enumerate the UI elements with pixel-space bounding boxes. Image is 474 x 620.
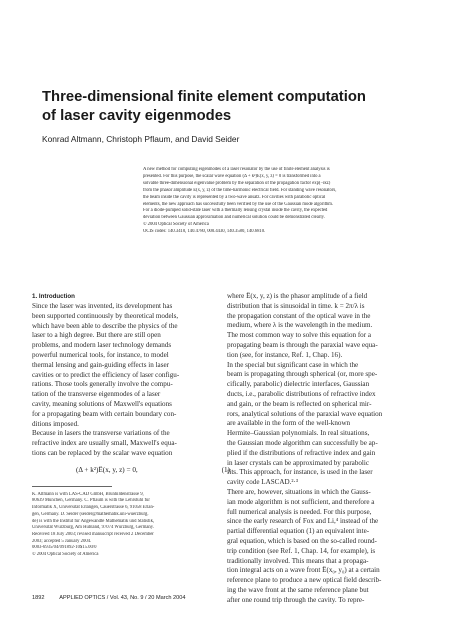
title-line: Three-dimensional finite element computation: [42, 89, 366, 105]
abstract-line: solvable three-dimensional eigenvalue problem by the separation of the propagation factor exp(−ikz): [143, 180, 331, 186]
text-line: which have been able to describe the physics of the: [32, 321, 178, 330]
text-line: laser to a high degree. But there are still open: [32, 331, 161, 340]
right-paragraphs: [227, 292, 437, 606]
text-line: partial differential equation (1) an equivalent inte-: [227, 527, 370, 536]
ocis-codes: OCIS codes: 140.3410, 140.4780, 000.4430, 140.3580, 140.6810.: [143, 229, 266, 235]
text-line: and gain, or the beam is reflected on spherical mir-: [227, 399, 372, 408]
footnote-line: 80639 München, Germany. C. Pflaum is with the Lehrstuhl für: [32, 498, 150, 504]
text-line: since the early research of Fox and Li,⁴ instead of the: [227, 517, 379, 526]
text-line: trip condition (see Ref. 1, Chap. 14, for example), is: [227, 546, 376, 555]
page-number: 1892: [32, 595, 45, 601]
left-column: [32, 292, 230, 559]
text-line: the Gaussian mode algorithm can successfully be ap-: [227, 438, 378, 447]
footnote-line: gen, Germany. D. Seider (seider@mathematik.uni-wuerzburg.: [32, 511, 149, 517]
text-line: ditions imposed.: [32, 419, 79, 428]
text-line: In the special but significant case in which the: [227, 360, 359, 369]
text-line: for a propagating beam with certain boundary con-: [32, 409, 177, 418]
author-list: Konrad Altmann, Christoph Pflaum, and David Seider: [42, 134, 240, 144]
abstract-line: A new method for computing eigenmodes of a laser resonator by the use of finite element analysis is: [143, 167, 330, 172]
article-title: [42, 88, 442, 126]
abstract-line: from the phasor amplitude Ê(x, y, z) of the time-harmonic electrical field. For standing wave resonators,: [143, 187, 337, 193]
text-line: full numerical analysis is needed. For this purpose,: [227, 507, 372, 516]
footnote-line: 2003; accepted 5 January 2004.: [32, 538, 92, 544]
footnote-line: Informatik X, Universität Erlangen, Cauerstrasse 6, 91058 Erlan-: [32, 505, 155, 511]
journal-citation: APPLIED OPTICS / Vol. 43, No. 9 / 20 March 2004: [59, 595, 186, 601]
text-line: powerful numerical tools, for instance, to model: [32, 350, 169, 359]
section-heading: 1. Introduction: [32, 293, 75, 300]
text-line: in laser crystals can be approximated by parabolic: [227, 458, 370, 467]
text-line: where Ê(x, y, z) is the phasor amplitude of a field: [227, 292, 368, 300]
text-line: ian mode algorithm is not sufficient, and therefore a: [227, 497, 375, 506]
text-line: cavities or to predict the efficiency of laser configu-: [32, 370, 180, 379]
text-line: the propagation constant of the optical wave in the: [227, 311, 371, 320]
text-line: Hermite–Gaussian polynomials. In real situations,: [227, 429, 370, 438]
text-line: are available in the form of the well-known: [227, 419, 351, 428]
abstract-line: presented. For this purpose, the scalar wave equation (Δ + k²)Ê(x, y, z) = 0 is transformed into a: [143, 173, 321, 179]
text-line: been supported continuously by theoretical models,: [32, 311, 179, 320]
text-line: Because in lasers the transverse variations of the: [32, 429, 170, 438]
footnote-line: 0003-6935/04/091892-10$15.00/0: [32, 545, 97, 551]
footnote-line: K. Altmann is with LAS-CAD GmbH, Brunhildenstrasse 9,: [32, 491, 144, 497]
text-line: thermal lensing and gain-guiding effects in laser: [32, 360, 169, 369]
text-line: tion integral acts on a wave front Ê(x₀, y₀) at a certain: [227, 566, 380, 575]
equation-number: (1): [221, 465, 230, 474]
footnote-line: © 2004 Optical Society of America: [32, 552, 99, 558]
text-line: beam is propagating through spherical (or, more spe-: [227, 370, 378, 379]
abstract-line: For a diode-pumped solid-state laser with a thermally lensing crystal inside the cavity, the expected: [143, 208, 328, 214]
text-line: There are, however, situations in which the Gauss-: [227, 487, 371, 496]
text-line: ducts, i.e., parabolic distributions of refractive index: [227, 389, 376, 398]
equation-1: [32, 462, 230, 480]
running-footer: [32, 595, 437, 601]
intro-paragraph: [32, 302, 230, 459]
equation-text: (Δ + k²)Ê(x, y, z) = 0,: [76, 465, 138, 474]
text-line: medium, where λ is the wavelength in the medium.: [227, 321, 373, 330]
text-line: rations. Those tools generally involve the compu-: [32, 380, 173, 389]
footnote-rule: [32, 486, 112, 487]
footnote-line: de) is with the Institut für Angewandte Mathematik und Statistik,: [32, 518, 155, 524]
text-line: cavity code LASCAD.²·³: [227, 478, 299, 487]
text-line: cifically, parabolic) dielectric interfaces, Gaussian: [227, 380, 370, 389]
title-line: of laser cavity eigenmodes: [42, 108, 232, 124]
footnote-line: Universität Würzburg, Am Hubland, 97074 Würzburg, Germany.: [32, 525, 154, 531]
right-column: [227, 292, 437, 606]
text-line: ing the wave front at the same reference plane but: [227, 585, 369, 594]
text-line: propagating beam is through the paraxial wave equa-: [227, 340, 378, 349]
text-line: after one round trip through the cavity. To repre-: [227, 595, 365, 604]
text-line: rors, analytical solutions of the paraxial wave equation: [227, 409, 383, 418]
text-line: tions can be replaced by the scalar wave equation: [32, 448, 173, 457]
text-line: The most common way to solve this equation for a: [227, 331, 372, 340]
affiliation-footnote: [32, 492, 230, 559]
text-line: plied if the distributions of refractive index and gain: [227, 448, 376, 457]
abstract-line: elements, the new approach has successfully been verified by the use of the Gaussian mode algorithm.: [143, 201, 334, 207]
text-line: tation of the transverse eigenmodes of a laser: [32, 390, 161, 399]
abstract-line: deviation between Gaussian approximation and numerical solution could be demonstrated clearly.: [143, 215, 325, 221]
text-line: reference plane to produce a new optical field describ-: [227, 576, 382, 585]
footnote-line: Received 18 July 2003; revised manuscript received 2 December: [32, 531, 154, 537]
text-line: refractive index are usually small, Maxwell's equa-: [32, 439, 177, 448]
text-line: distribution that is sinusoidal in time. k = 2π/λ is: [227, 301, 365, 310]
text-line: Since the laser was invented, its development has: [32, 302, 173, 310]
copyright-line: © 2004 Optical Society of America: [143, 222, 209, 228]
text-line: tion (see, for instance, Ref. 1, Chap. 16).: [227, 350, 343, 359]
text-line: traditionally involved. This means that a propaga-: [227, 556, 369, 565]
text-line: cavity, meaning solutions of Maxwell's equations: [32, 399, 172, 408]
text-line: problems, and modern laser technology demands: [32, 341, 172, 350]
text-line: fits. This approach, for instance, is used in the laser: [227, 468, 373, 477]
text-line: gral equation, which is based on the so-called round-: [227, 536, 377, 545]
abstract: [143, 167, 439, 236]
abstract-line: the beam inside the cavity is represented by a two-wave ansatz. For cavities with parabolic optical: [143, 194, 326, 200]
